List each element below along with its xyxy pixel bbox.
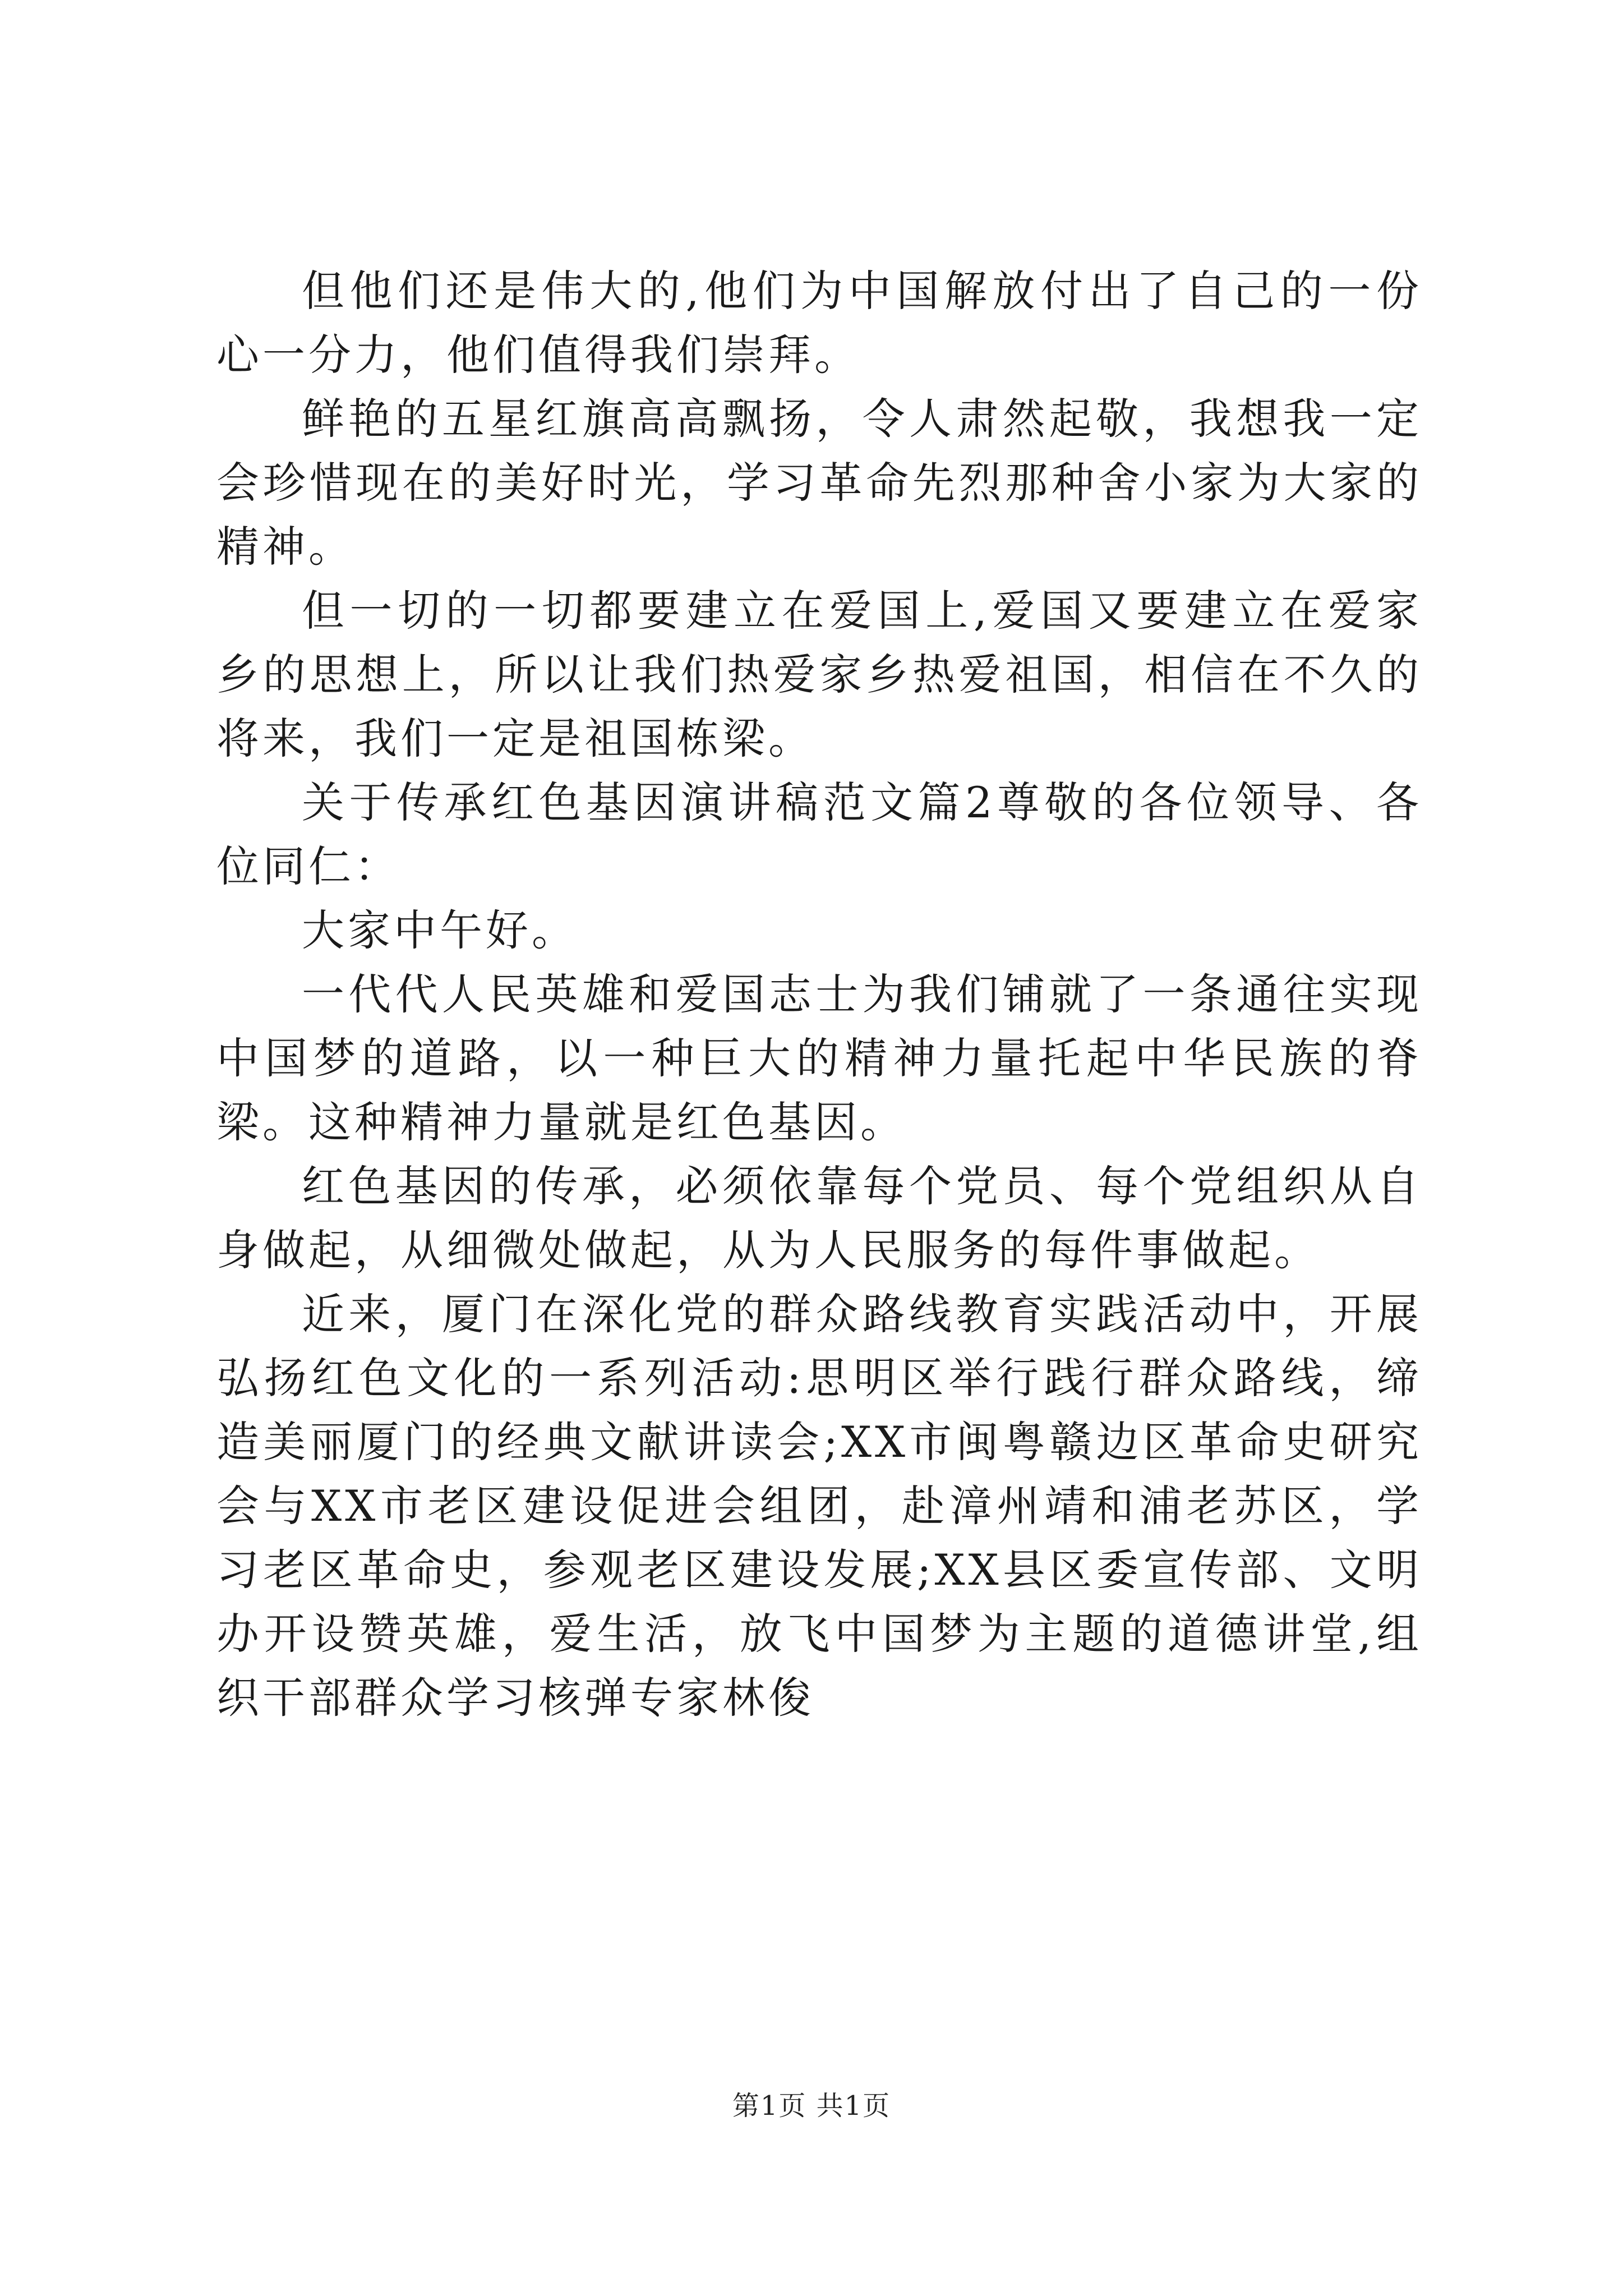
paragraph: 鲜艳的五星红旗高高飘扬，令人肃然起敬，我想我一定会珍惜现在的美好时光，学习革命先烈那种舍小家为大家的精神。 — [216, 394, 1422, 572]
paragraph: 但一切的一切都要建立在爱国上,爱国又要建立在爱家乡的思想上，所以让我们热爱家乡热爱祖国，相信在不久的将来，我们一定是祖国栋梁。 — [216, 586, 1422, 763]
page-number-label: 第1页 共1页 — [732, 2090, 891, 2122]
page-footer — [0, 2089, 1623, 2123]
paragraph: 红色基因的传承，必须依靠每个党员、每个党组织从自身做起，从细微处做起，从为人民服务的每件事做起。 — [216, 1161, 1422, 1275]
paragraph: 近来，厦门在深化党的群众路线教育实践活动中，开展弘扬红色文化的一系列活动:思明区举行践行群众路线，缔造美丽厦门的经典文献讲读会;XX市闽粤赣边区革命史研究会与XX市老区建设促进会组团，赴漳州靖和浦老苏区，学习老区革命史，参观老区建设发展;XX县区委宣传部、文明办开设赞英雄，爱生活，放飞中国梦为主题的道德讲堂,组织干部群众学习核弹专家林俊 — [216, 1289, 1422, 1723]
paragraph: 关于传承红色基因演讲稿范文篇2尊敬的各位领导、各位同仁： — [216, 777, 1422, 891]
document-body — [216, 259, 1422, 1730]
paragraph: 但他们还是伟大的,他们为中国解放付出了自己的一份心一分力，他们值得我们崇拜。 — [216, 266, 1422, 380]
paragraph: 一代代人民英雄和爱国志士为我们铺就了一条通往实现中国梦的道路，以一种巨大的精神力量托起中华民族的脊梁。这种精神力量就是红色基因。 — [216, 969, 1422, 1147]
paragraph: 大家中午好。 — [302, 905, 578, 955]
